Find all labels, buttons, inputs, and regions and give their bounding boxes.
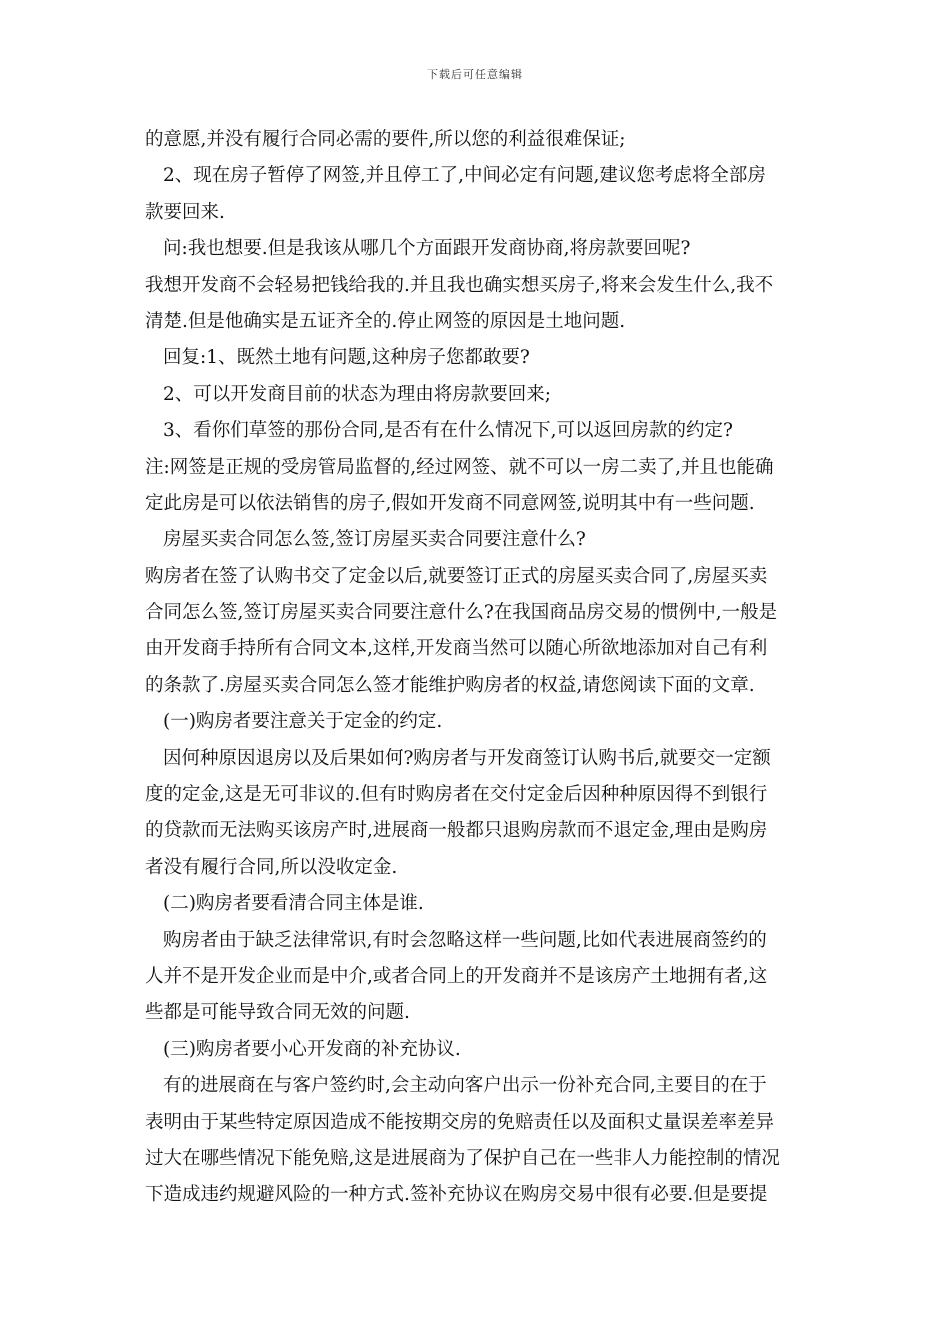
text-line: 些都是可能导致合同无效的问题. xyxy=(145,1002,410,1024)
text-line: 因何种原因退房以及后果如何?购房者与开发商签订认购书后,就要交一定额 xyxy=(163,747,771,769)
text-line: 2、现在房子暂停了网签,并且停工了,中间必定有问题,建议您考虑将全部房 xyxy=(163,165,766,187)
text-line: 回复:1、既然土地有问题,这种房子您都敢要? xyxy=(163,347,530,369)
text-line: 表明由于某些特定原因造成不能按期交房的免赔责任以及面积丈量误差率差异 xyxy=(145,1111,775,1133)
text-line: 过大在哪些情况下能免赔,这是进展商为了保护自己在一些非人力能控制的情况 xyxy=(145,1147,780,1169)
text-line: (三)购房者要小心开发商的补充协议. xyxy=(163,1038,461,1060)
page-header: 下载后可任意编辑 xyxy=(427,68,523,81)
text-line: 3、看你们草签的那份合同,是否有在什么情况下,可以返回房款的约定? xyxy=(163,420,733,442)
text-line: 购房者由于缺乏法律常识,有时会忽略这样一些问题,比如代表进展商签约的 xyxy=(163,929,767,951)
text-line: 者没有履行合同,所以没收定金. xyxy=(145,856,398,878)
text-line: (一)购房者要注意关于定金的约定. xyxy=(163,711,443,733)
text-line: 问:我也想要.但是我该从哪几个方面跟开发商协商,将房款要回呢? xyxy=(163,238,691,260)
text-line: 房屋买卖合同怎么签,签订房屋买卖合同要注意什么? xyxy=(163,529,586,551)
text-line: 清楚.但是他确实是五证齐全的.停止网签的原因是土地问题. xyxy=(145,310,626,332)
text-line: 的意愿,并没有履行合同必需的要件,所以您的利益很难保证; xyxy=(145,129,626,150)
text-line: (二)购房者要看清合同主体是谁. xyxy=(163,893,424,915)
text-line: 定此房是可以依法销售的房子,假如开发商不同意网签,说明其中有一些问题. xyxy=(145,492,755,514)
text-line: 有的进展商在与客户签约时,会主动向客户出示一份补充合同,主要目的在于 xyxy=(163,1075,767,1097)
document-body xyxy=(145,122,810,1214)
text-line: 度的定金,这是无可非议的.但有时购房者在交付定金后因种种原因得不到银行 xyxy=(145,784,768,806)
text-line: 我想开发商不会轻易把钱给我的.并且我也确实想买房子,将来会发生什么,我不 xyxy=(145,274,774,296)
text-line: 合同怎么签,签订房屋买卖合同要注意什么?在我国商品房交易的惯例中,一般是 xyxy=(145,602,778,624)
text-line: 注:网签是正规的受房管局监督的,经过网签、就不可以一房二卖了,并且也能确 xyxy=(145,456,774,478)
text-line: 的贷款而无法购买该房产时,进展商一般都只退购房款而不退定金,理由是购房 xyxy=(145,820,768,842)
text-line: 的条款了.房屋买卖合同怎么签才能维护购房者的权益,请您阅读下面的文章. xyxy=(145,674,755,696)
text-line: 2、可以开发商目前的状态为理由将房款要回来; xyxy=(163,383,552,405)
text-line: 下造成违约规避风险的一种方式.签补充协议在购房交易中很有必要.但是要提 xyxy=(145,1184,768,1206)
text-line: 购房者在签了认购书交了定金以后,就要签订正式的房屋买卖合同了,房屋买卖 xyxy=(145,565,768,587)
text-line: 款要回来. xyxy=(145,201,225,223)
text-line: 由开发商手持所有合同文本,这样,开发商当然可以随心所欲地添加对自己有利 xyxy=(145,638,768,660)
text-line: 人并不是开发企业而是中介,或者合同上的开发商并不是该房产土地拥有者,这 xyxy=(145,965,768,987)
